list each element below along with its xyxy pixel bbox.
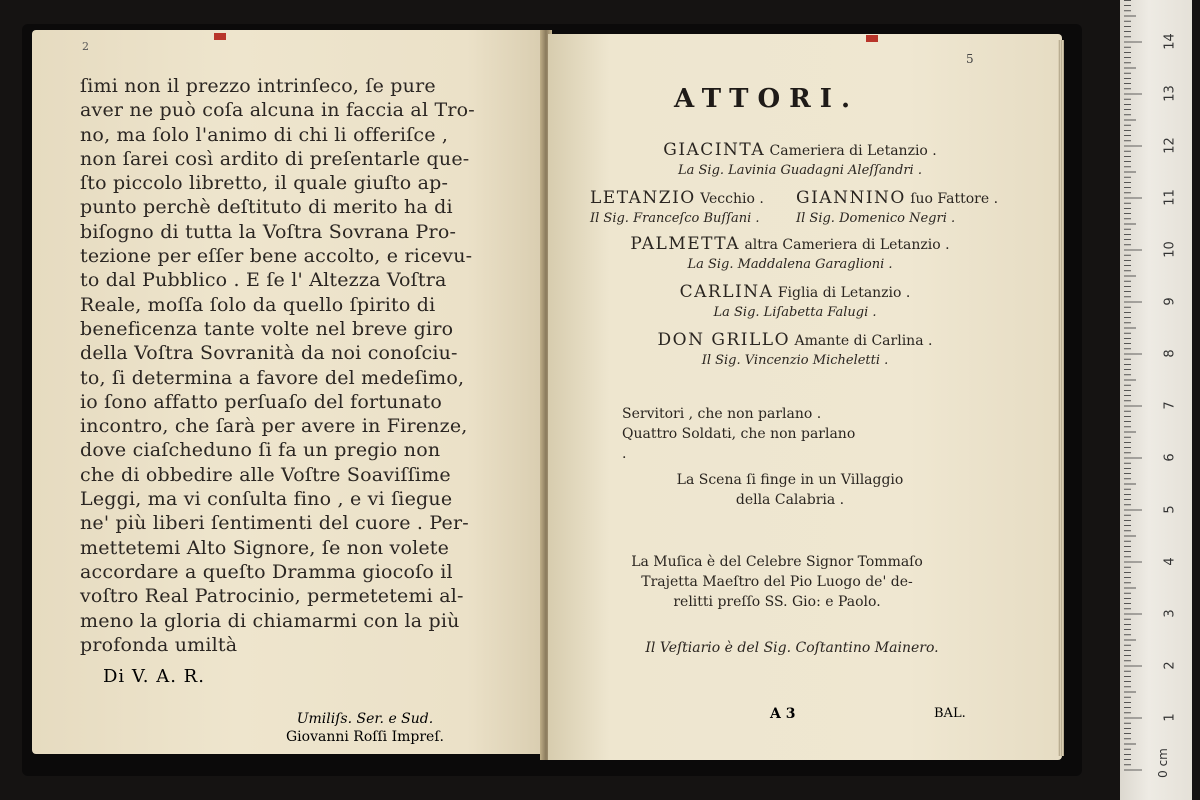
music-line: relitti preſſo SS. Gio: e Paolo. [673, 594, 881, 610]
ruler-number: 4 [1162, 557, 1178, 566]
text-line: punto perchè deſtituto di merito ha di [80, 196, 453, 219]
text-line: no, ma ſolo l'animo di chi li offeriſce , [80, 123, 449, 146]
cast-title: ATTORI. [674, 84, 859, 114]
text-line: to dal Pubblico . E ſe l' Altezza Voſtra [80, 269, 447, 292]
right-page-number: 5 [966, 52, 974, 66]
scene-line: La Scena ſi finge in un Villaggio [676, 472, 904, 488]
ruler-number: 8 [1162, 349, 1178, 358]
text-line: incontro, che ſarà per avere in Firenze, [80, 415, 468, 438]
singer-name: La Sig. Lavinia Guadagni Aleſſandri . [678, 163, 922, 178]
text-line: voſtro Real Patrocinio, permetetemi al- [80, 585, 464, 608]
character-role: Cameriera di Letanzio . [769, 143, 937, 159]
closing-salutation: Di V. A. R. [103, 666, 205, 687]
character-role: Vecchio . [700, 191, 764, 207]
signature-abbreviation: Umiliſs. Ser. e Sud. [296, 711, 434, 727]
singer-name: La Sig. Maddalena Garaglioni . [687, 257, 893, 272]
text-line: biſogno di tutta la Voſtra Sovrana Pro- [80, 220, 457, 243]
text-line: ne' più liberi ſentimenti del cuore . Per- [80, 512, 469, 535]
ruler-number: 12 [1162, 137, 1178, 154]
music-line: La Muſica è del Celebre Signor Tommaſo [631, 554, 923, 570]
text-line: profonda umiltà [80, 633, 238, 656]
text-line: dove ciaſcheduno ſi fa un pregio non [80, 439, 441, 462]
character-name: GIANNINO [796, 188, 906, 208]
text-line: accordare a queſto Dramma giocoſo il [80, 560, 453, 583]
ruler-number: 9 [1162, 297, 1178, 306]
music-line: Trajetta Maeſtro del Pio Luogo de' de- [641, 574, 913, 590]
ruler-unit-label: 0 cm [1155, 748, 1170, 778]
text-line: Reale, moſſa ſolo da quello ſpirito di [80, 293, 436, 316]
singer-name: Il Sig. Vincenzio Micheletti . [701, 353, 889, 368]
text-line: mettetemi Alto Signore, ſe non volete [80, 536, 450, 559]
character-role: ſuo Fattore . [910, 191, 999, 207]
character-name: LETANZIO [590, 188, 696, 208]
text-line: che di obbedire alle Voſtre Soaviſſime [80, 463, 451, 486]
scene-line: della Calabria . [735, 492, 845, 508]
character-name: CARLINA [679, 282, 774, 302]
text-line: aver ne può coſa alcuna in faccia al Tro- [80, 99, 475, 122]
text-line: non ſarei così ardito di preſentarle que- [80, 147, 470, 170]
ruler-number: 13 [1162, 85, 1178, 102]
character-name: DON GRILLO [657, 330, 791, 350]
left-page-number: 2 [82, 40, 89, 53]
text-line: io ſono affatto perſuaſo del fortunato [80, 390, 442, 413]
ruler-number: 2 [1162, 661, 1178, 670]
character-name: GIACINTA [663, 140, 766, 160]
text-line: Leggi, ma vi conſulta fino , e vi ſiegue [80, 488, 453, 511]
ruler-number: 10 [1162, 241, 1178, 258]
text-line: della Voſtra Sovranità da noi conoſciu- [80, 342, 458, 365]
extras-soldiers: Quattro Soldati, che non parlano . [622, 426, 856, 462]
singer-name: Il Sig. Franceſco Buſſani . [590, 211, 760, 226]
ruler-number: 3 [1162, 609, 1178, 618]
extras-servants: Servitori , che non parlano . [622, 406, 822, 422]
text-line: meno la gloria di chiamarmi con la più [80, 609, 460, 632]
character-role: Amante di Carlina . [794, 333, 933, 349]
text-line: ſto piccolo libretto, il quale giuſto ap- [80, 172, 449, 195]
ruler-number: 7 [1162, 401, 1178, 410]
character-role: altra Cameriera di Letanzio . [744, 237, 950, 253]
text-line: beneficenza tante volte nel breve giro [80, 317, 454, 340]
text-line: ſimi non il prezzo intrinſeco, ſe pure [80, 75, 436, 97]
signature-mark: A 3 [770, 706, 796, 722]
text-line: to, ſi determina a favore del medeſimo, [80, 366, 465, 389]
character-role: Figlia di Letanzio . [777, 285, 911, 301]
ruler-number: 1 [1162, 713, 1178, 722]
character-name: PALMETTA [630, 234, 740, 254]
catchword: BAL. [934, 706, 966, 721]
ruler-number: 5 [1162, 505, 1178, 514]
signature-name: Giovanni Roſſi Impreſ. [286, 729, 444, 745]
ruler-number: 14 [1162, 33, 1178, 50]
ruler-number: 11 [1162, 189, 1178, 206]
costume-credit: Il Veſtiario è del Sig. Coſtantino Mainero. [645, 640, 939, 656]
singer-name: Il Sig. Domenico Negri . [796, 211, 956, 226]
text-line: tezione per eſſer bene accolto, e ricevu- [80, 245, 473, 268]
singer-name: La Sig. Liſabetta Falugi . [713, 305, 877, 320]
ruler-number: 6 [1162, 453, 1178, 462]
